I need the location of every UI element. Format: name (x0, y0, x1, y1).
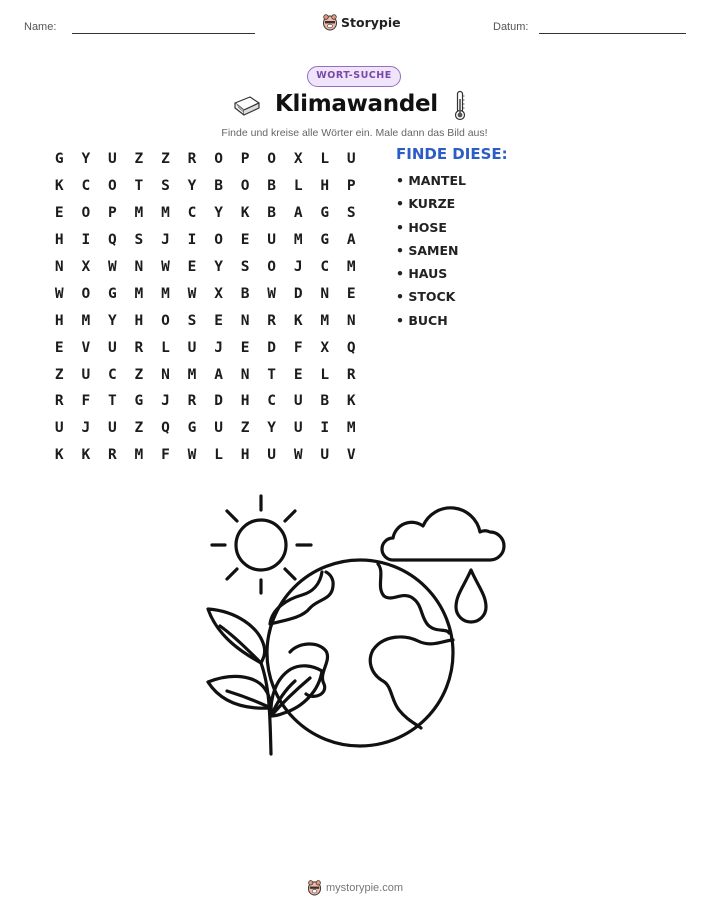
date-label: Datum: (493, 21, 529, 33)
grid-letter[interactable]: U (346, 151, 356, 168)
grid-row (46, 361, 365, 388)
grid-letter[interactable]: D (214, 393, 223, 410)
grid-letter[interactable]: Z (134, 366, 144, 383)
grid-letter[interactable]: S (134, 232, 144, 249)
letter-grid (46, 146, 365, 469)
grid-letter[interactable]: Q (346, 339, 356, 356)
grid-letter[interactable]: E (240, 232, 250, 249)
grid-letter[interactable]: H (240, 447, 250, 464)
grid-letter[interactable]: H (54, 232, 64, 249)
grid-letter[interactable]: R (187, 393, 197, 410)
grid-letter[interactable]: C (108, 366, 117, 383)
grid-letter[interactable]: X (293, 151, 303, 168)
grid-letter[interactable]: I (320, 420, 330, 437)
grid-letter[interactable]: S (161, 178, 170, 195)
grid-row (46, 254, 365, 281)
word-search-badge: WORT-SUCHE (307, 66, 401, 87)
grid-letter[interactable]: U (267, 232, 277, 249)
date-line (539, 33, 686, 34)
grid-letter[interactable]: G (320, 205, 330, 222)
name-line (72, 33, 255, 34)
grid-letter[interactable]: X (214, 285, 223, 302)
grid-letter[interactable]: T (134, 178, 144, 195)
grid-letter[interactable]: E (346, 285, 356, 302)
grid-letter[interactable]: A (293, 205, 303, 222)
grid-letter[interactable]: M (81, 312, 91, 329)
grid-letter[interactable]: S (346, 205, 356, 222)
storypie-logo-icon (307, 879, 322, 896)
grid-letter[interactable]: N (54, 259, 64, 275)
grid-letter[interactable]: G (320, 232, 330, 249)
grid-row (46, 280, 365, 307)
grid-letter[interactable]: J (161, 232, 170, 249)
grid-letter[interactable]: U (320, 447, 330, 464)
grid-letter[interactable]: V (81, 339, 91, 356)
grid-letter[interactable]: R (267, 312, 277, 329)
grid-letter[interactable]: M (161, 205, 170, 222)
word-list-item: • HAUS (396, 266, 448, 282)
grid-letter[interactable]: U (187, 339, 197, 356)
grid-letter[interactable]: U (293, 420, 303, 437)
grid-letter[interactable]: P (240, 151, 250, 168)
grid-letter[interactable]: Y (267, 420, 277, 437)
grid-letter[interactable]: H (54, 312, 64, 329)
grid-letter[interactable]: D (293, 285, 303, 302)
grid-letter[interactable]: K (240, 205, 250, 222)
grid-letter[interactable]: M (346, 420, 356, 437)
thermometer-icon (453, 90, 467, 122)
grid-letter[interactable]: B (267, 205, 277, 222)
grid-letter[interactable]: G (54, 151, 64, 168)
grid-letter[interactable]: O (214, 151, 223, 168)
grid-letter[interactable]: U (54, 420, 64, 437)
grid-letter[interactable]: B (320, 393, 330, 410)
grid-letter[interactable]: U (108, 151, 117, 168)
grid-row (46, 334, 365, 361)
grid-row (46, 442, 365, 469)
grid-letter[interactable]: S (240, 259, 250, 275)
grid-letter[interactable]: Z (54, 366, 64, 383)
grid-letter[interactable]: G (187, 420, 197, 437)
grid-letter[interactable]: O (267, 259, 277, 275)
word-list-item: • KURZE (396, 196, 456, 212)
sun-icon (212, 496, 311, 593)
instructions-text: Finde und kreise alle Wörter ein. Male dann das Bild aus! (221, 127, 488, 139)
grid-letter[interactable]: P (346, 178, 356, 195)
grid-letter[interactable]: O (240, 178, 250, 195)
grid-letter[interactable]: M (346, 259, 356, 275)
grid-letter[interactable]: R (108, 447, 117, 464)
grid-letter[interactable]: O (214, 232, 223, 249)
grid-letter[interactable]: T (108, 393, 117, 410)
grid-letter[interactable]: C (81, 178, 91, 195)
grid-letter[interactable]: M (187, 366, 197, 383)
grid-letter[interactable]: E (187, 259, 197, 275)
grid-letter[interactable]: P (108, 205, 117, 222)
grid-letter[interactable]: N (320, 285, 330, 302)
earth-sun-cloud-plant-illustration (200, 488, 510, 763)
cloud-icon (382, 508, 504, 560)
grid-letter[interactable]: R (54, 393, 64, 410)
grid-row (46, 227, 365, 254)
grid-letter[interactable]: Y (187, 178, 197, 195)
grid-letter[interactable]: R (187, 151, 197, 168)
grid-letter[interactable]: E (240, 339, 250, 356)
word-list-title: FINDE DIESE: (396, 145, 508, 163)
grid-row (46, 388, 365, 415)
grid-letter[interactable]: O (161, 312, 170, 329)
grid-letter[interactable]: B (267, 178, 277, 195)
grid-letter[interactable]: J (81, 420, 91, 437)
grid-letter[interactable]: E (214, 312, 223, 329)
grid-letter[interactable]: V (346, 447, 356, 464)
grid-letter[interactable]: K (54, 178, 64, 195)
grid-letter[interactable]: S (187, 312, 197, 329)
grid-row (46, 146, 365, 173)
grid-letter[interactable]: D (267, 339, 277, 356)
grid-letter[interactable]: L (161, 339, 170, 356)
grid-row (46, 415, 365, 442)
grid-letter[interactable]: B (240, 285, 250, 302)
grid-letter[interactable]: K (54, 447, 64, 464)
grid-letter[interactable]: Q (161, 420, 170, 437)
name-label: Name: (24, 21, 57, 33)
grid-letter[interactable]: L (320, 366, 330, 383)
grid-letter[interactable]: H (320, 178, 330, 195)
grid-letter[interactable]: F (81, 393, 91, 410)
grid-letter[interactable]: U (108, 420, 117, 437)
book-icon (232, 94, 262, 118)
grid-letter[interactable]: Y (81, 151, 91, 168)
page-title: Klimawandel (275, 91, 438, 117)
grid-letter[interactable]: I (187, 232, 197, 249)
word-list-item: • BUCH (396, 312, 448, 328)
grid-letter[interactable]: J (161, 393, 170, 410)
grid-row (46, 307, 365, 334)
brand-name: Storypie (341, 14, 401, 30)
grid-letter[interactable]: U (293, 393, 303, 410)
grid-letter[interactable]: F (293, 339, 303, 356)
grid-letter[interactable]: R (346, 366, 356, 383)
grid-letter[interactable]: N (346, 312, 356, 329)
grid-letter[interactable]: U (81, 366, 91, 383)
grid-letter[interactable]: M (134, 285, 144, 302)
grid-letter[interactable]: C (187, 205, 197, 222)
grid-letter[interactable]: F (161, 447, 170, 464)
grid-letter[interactable]: J (214, 339, 223, 356)
earth-icon (267, 560, 453, 746)
grid-row (46, 200, 365, 227)
footer-url[interactable]: mystorypie.com (326, 881, 404, 894)
grid-letter[interactable]: Y (214, 205, 223, 222)
grid-letter[interactable]: W (267, 285, 277, 302)
grid-letter[interactable]: L (214, 447, 223, 464)
grid-letter[interactable]: W (161, 259, 170, 275)
grid-letter[interactable]: M (134, 447, 144, 464)
grid-letter[interactable]: M (293, 232, 303, 249)
grid-letter[interactable]: E (54, 339, 64, 356)
grid-letter[interactable]: Z (134, 151, 144, 168)
grid-letter[interactable]: L (320, 151, 330, 168)
grid-letter[interactable]: U (267, 447, 277, 464)
grid-letter[interactable]: O (81, 205, 91, 222)
word-list-item: • STOCK (396, 289, 456, 305)
grid-letter[interactable]: Z (161, 151, 170, 168)
word-list-item: • SAMEN (396, 242, 459, 258)
grid-letter[interactable]: N (161, 366, 170, 383)
raindrop-icon (456, 570, 486, 622)
grid-letter[interactable]: W (187, 447, 197, 464)
grid-row (46, 173, 365, 200)
grid-letter[interactable]: N (134, 259, 144, 275)
grid-letter[interactable]: M (161, 285, 170, 302)
grid-letter[interactable]: C (320, 259, 330, 275)
grid-letter[interactable]: K (293, 312, 303, 329)
grid-letter[interactable]: C (267, 393, 277, 410)
grid-letter[interactable]: O (81, 285, 91, 302)
grid-letter[interactable]: L (293, 178, 303, 195)
grid-letter[interactable]: U (214, 420, 223, 437)
grid-letter[interactable]: Z (134, 420, 144, 437)
brand-header (322, 13, 401, 31)
grid-letter[interactable]: O (108, 178, 117, 195)
grid-letter[interactable]: O (267, 151, 277, 168)
grid-letter[interactable]: Z (240, 420, 250, 437)
grid-letter[interactable]: I (81, 232, 91, 249)
footer (307, 879, 403, 896)
word-list (396, 171, 466, 334)
grid-letter[interactable]: G (108, 285, 117, 302)
grid-letter[interactable]: J (293, 259, 303, 275)
grid-letter[interactable]: E (293, 366, 303, 383)
grid-letter[interactable]: K (346, 393, 356, 410)
grid-letter[interactable]: W (108, 259, 117, 275)
grid-letter[interactable]: H (240, 393, 250, 410)
grid-letter[interactable]: X (320, 339, 330, 356)
grid-letter[interactable]: W (293, 447, 303, 464)
grid-letter[interactable]: T (267, 366, 277, 383)
grid-letter[interactable]: X (81, 259, 91, 275)
word-list-item: • HOSE (396, 219, 447, 235)
grid-letter[interactable]: R (134, 339, 144, 356)
grid-letter[interactable]: E (54, 205, 64, 222)
grid-letter[interactable]: M (134, 205, 144, 222)
grid-letter[interactable]: K (81, 447, 91, 464)
grid-letter[interactable]: W (187, 285, 197, 302)
grid-letter[interactable]: W (54, 285, 64, 302)
grid-letter[interactable]: B (214, 178, 223, 195)
grid-letter[interactable]: G (134, 393, 144, 410)
grid-letter[interactable]: A (214, 366, 223, 383)
word-list-item: • MANTEL (396, 173, 466, 188)
grid-letter[interactable]: H (134, 312, 144, 329)
grid-letter[interactable]: N (240, 366, 250, 383)
grid-letter[interactable]: A (346, 232, 356, 249)
plant-icon (208, 609, 322, 754)
grid-letter[interactable]: Y (108, 312, 117, 329)
grid-letter[interactable]: U (108, 339, 117, 356)
grid-letter[interactable]: Q (108, 232, 117, 249)
storypie-logo-icon (322, 13, 338, 31)
grid-letter[interactable]: Y (214, 259, 223, 275)
grid-letter[interactable]: M (320, 312, 330, 329)
grid-letter[interactable]: N (240, 312, 250, 329)
